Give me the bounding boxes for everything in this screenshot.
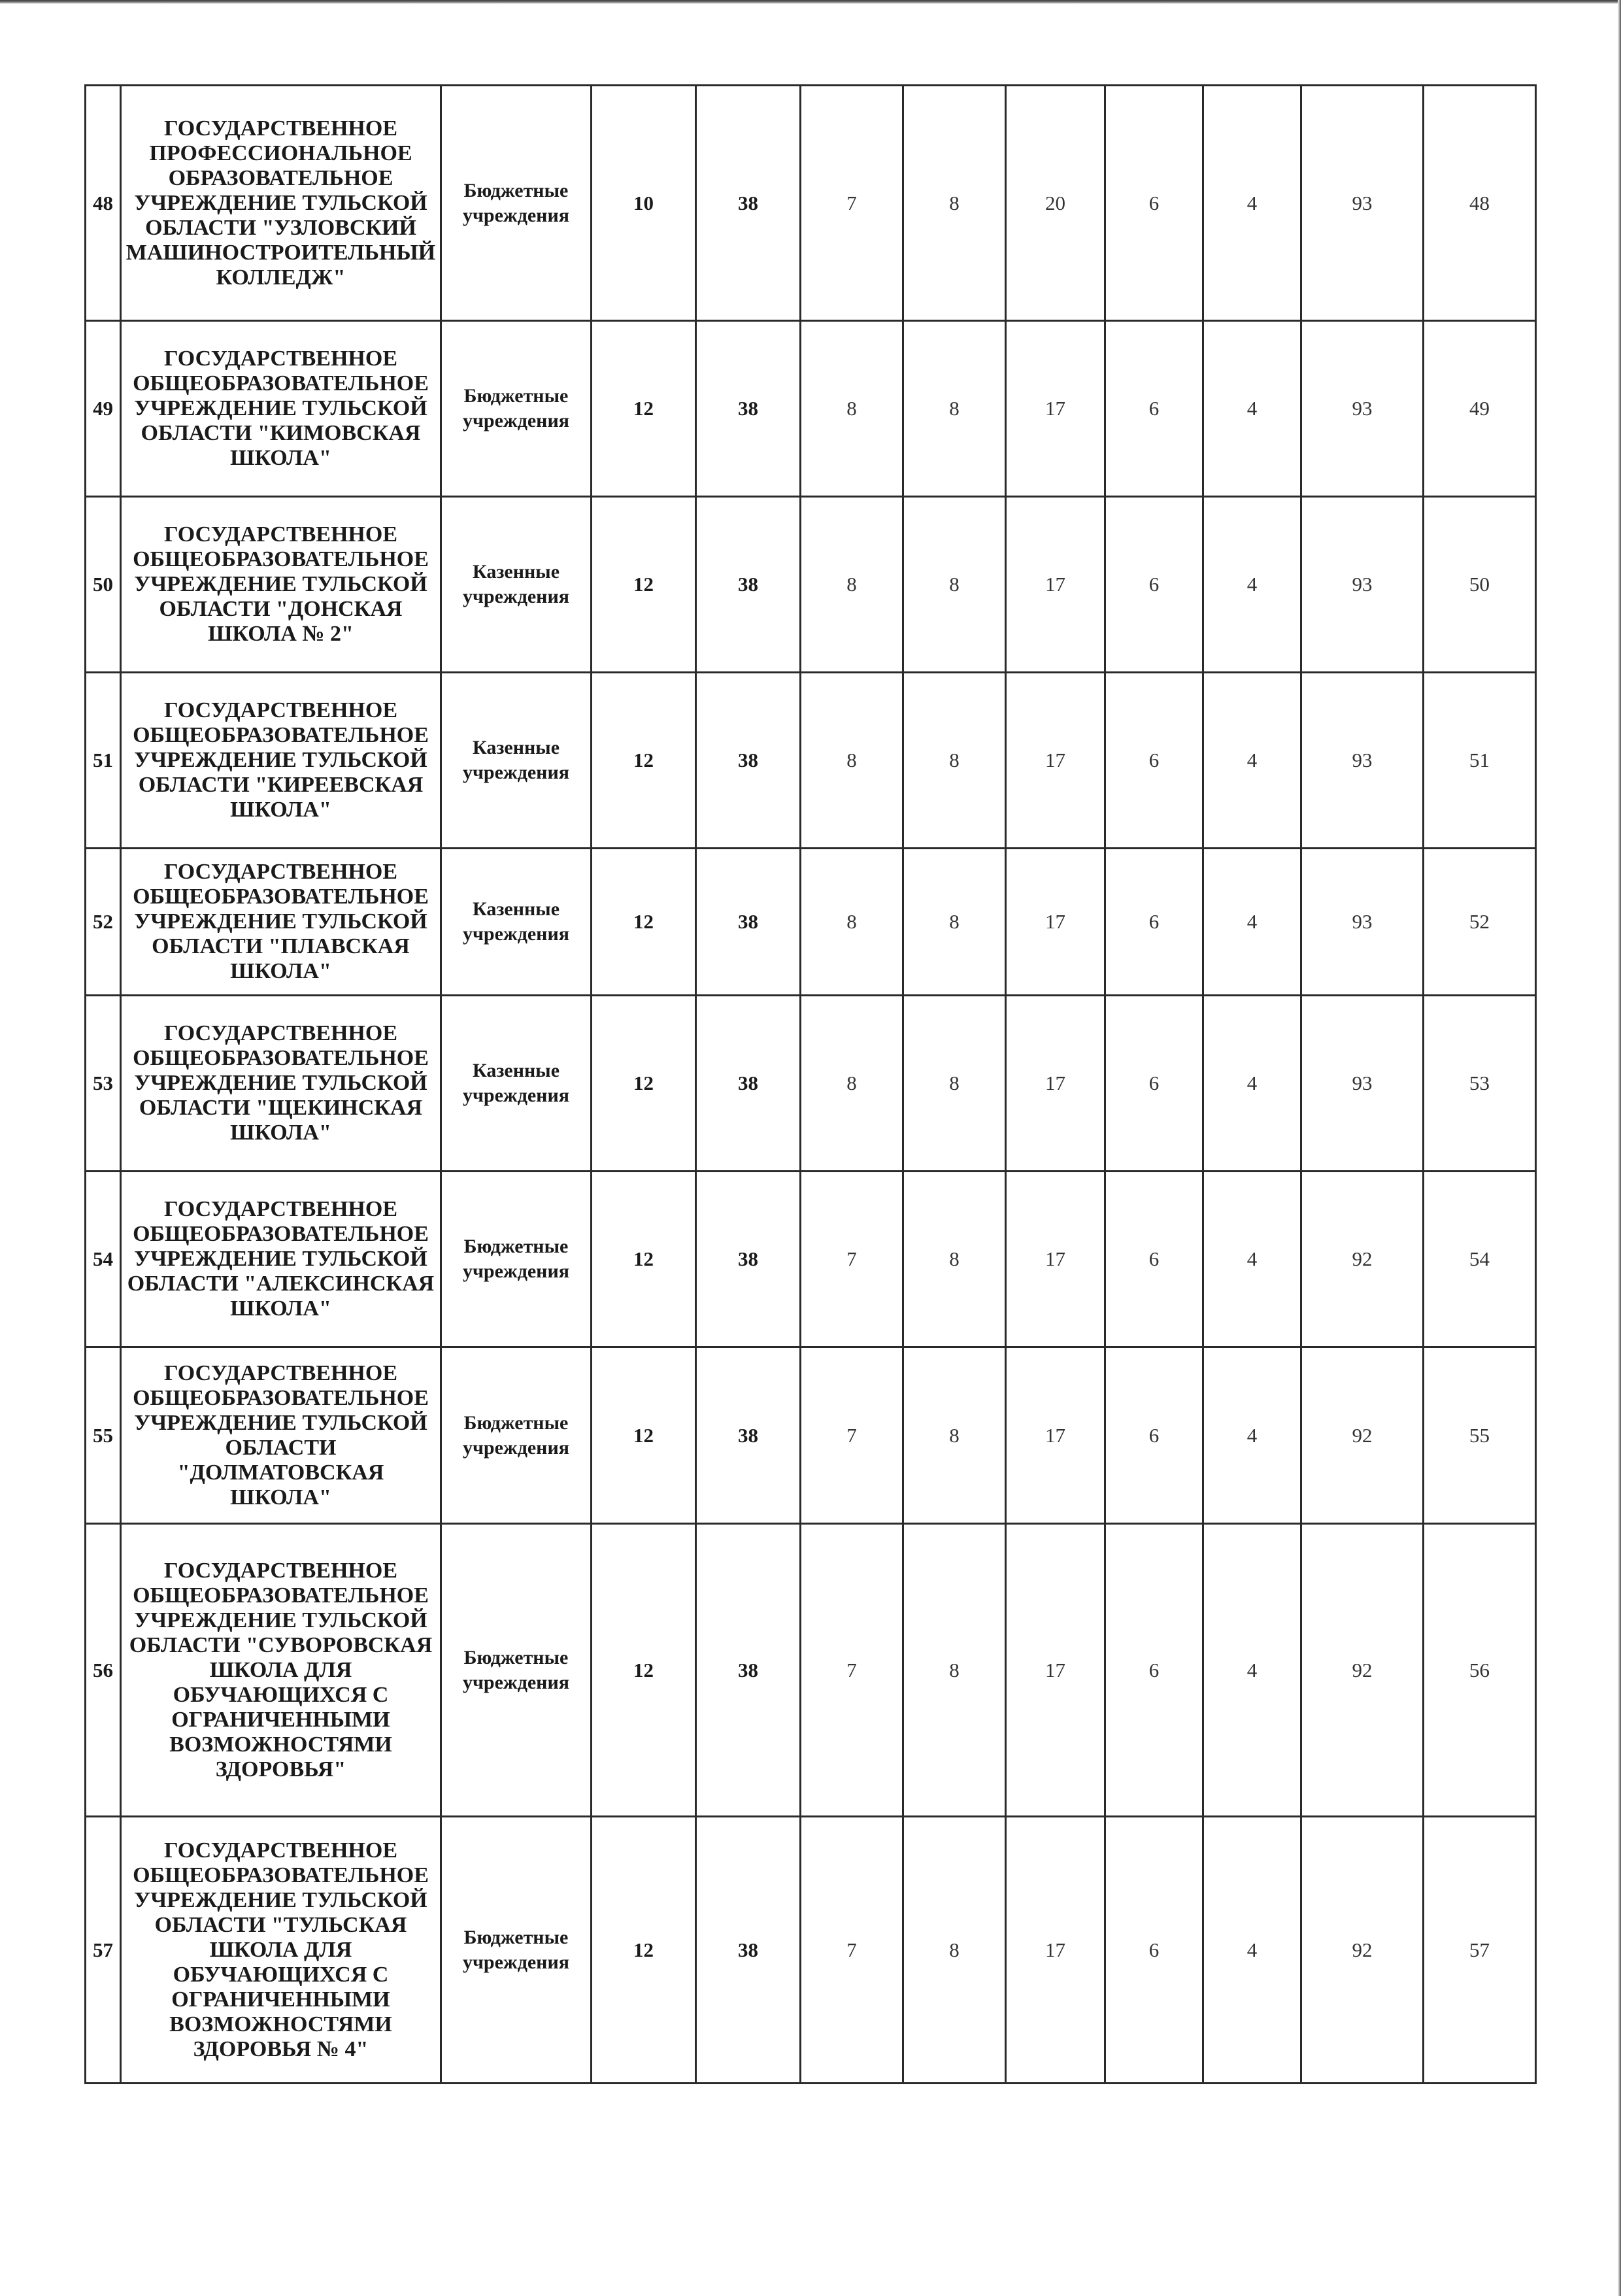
institution-type: Бюджетные учреждения (441, 321, 592, 497)
score-cell: 7 (801, 86, 903, 321)
score-cell: 6 (1105, 673, 1203, 849)
institution-name: ГОСУДАРСТВЕННОЕ ПРОФЕССИОНАЛЬНОЕ ОБРАЗОВАТЕЛЬНОЕ УЧРЕЖДЕНИЕ ТУЛЬСКОЙ ОБЛАСТИ "УЗЛОВСКИЙ МАШИНОСТРОИТЕЛЬНЫЙ КОЛЛЕДЖ" (121, 86, 441, 321)
institution-name: ГОСУДАРСТВЕННОЕ ОБЩЕОБРАЗОВАТЕЛЬНОЕ УЧРЕЖДЕНИЕ ТУЛЬСКОЙ ОБЛАСТИ "ТУЛЬСКАЯ ШКОЛА ДЛЯ ОБУЧАЮЩИХСЯ С ОГРАНИЧЕННЫМИ ВОЗМОЖНОСТЯМИ ЗДОРОВЬЯ № 4" (121, 1817, 441, 2084)
score-cell: 7 (801, 1347, 903, 1524)
score-cell: 17 (1006, 321, 1105, 497)
score-cell: 7 (801, 1172, 903, 1347)
score-cell: 17 (1006, 849, 1105, 996)
score-cell: 4 (1203, 1172, 1301, 1347)
institution-name: ГОСУДАРСТВЕННОЕ ОБЩЕОБРАЗОВАТЕЛЬНОЕ УЧРЕЖДЕНИЕ ТУЛЬСКОЙ ОБЛАСТИ "АЛЕКСИНСКАЯ ШКОЛА" (121, 1172, 441, 1347)
institution-type: Бюджетные учреждения (441, 1172, 592, 1347)
score-cell: 17 (1006, 497, 1105, 673)
score-cell: 7 (801, 1524, 903, 1817)
row-number: 49 (86, 321, 121, 497)
score-cell: 4 (1203, 849, 1301, 996)
score-cell: 17 (1006, 996, 1105, 1172)
score-cell: 92 (1301, 1524, 1424, 1817)
table-row (86, 497, 1536, 673)
score-cell: 8 (903, 1524, 1006, 1817)
score-cell: 6 (1105, 86, 1203, 321)
score-cell: 93 (1301, 849, 1424, 996)
score-cell: 8 (801, 849, 903, 996)
score-cell: 8 (903, 497, 1006, 673)
score-cell: 12 (592, 1524, 696, 1817)
rank-cell: 56 (1424, 1524, 1536, 1817)
score-cell: 8 (903, 849, 1006, 996)
institution-type: Казенные учреждения (441, 497, 592, 673)
score-cell: 12 (592, 321, 696, 497)
score-cell: 92 (1301, 1817, 1424, 2084)
row-number: 56 (86, 1524, 121, 1817)
score-cell: 8 (801, 996, 903, 1172)
rank-cell: 52 (1424, 849, 1536, 996)
score-cell: 8 (801, 321, 903, 497)
score-cell: 38 (696, 1817, 801, 2084)
institution-name: ГОСУДАРСТВЕННОЕ ОБЩЕОБРАЗОВАТЕЛЬНОЕ УЧРЕЖДЕНИЕ ТУЛЬСКОЙ ОБЛАСТИ "СУВОРОВСКАЯ ШКОЛА ДЛЯ ОБУЧАЮЩИХСЯ С ОГРАНИЧЕННЫМИ ВОЗМОЖНОСТЯМИ ЗДОРОВЬЯ" (121, 1524, 441, 1817)
rank-cell: 50 (1424, 497, 1536, 673)
scan-edge-right (1618, 0, 1621, 2296)
row-number: 55 (86, 1347, 121, 1524)
score-cell: 12 (592, 1347, 696, 1524)
row-number: 57 (86, 1817, 121, 2084)
score-cell: 4 (1203, 996, 1301, 1172)
score-cell: 38 (696, 86, 801, 321)
institution-type: Бюджетные учреждения (441, 1817, 592, 2084)
score-cell: 8 (903, 321, 1006, 497)
score-cell: 8 (903, 1817, 1006, 2084)
row-number: 53 (86, 996, 121, 1172)
row-number: 48 (86, 86, 121, 321)
row-number: 52 (86, 849, 121, 996)
row-number: 50 (86, 497, 121, 673)
institution-name: ГОСУДАРСТВЕННОЕ ОБЩЕОБРАЗОВАТЕЛЬНОЕ УЧРЕЖДЕНИЕ ТУЛЬСКОЙ ОБЛАСТИ "ДОЛМАТОВСКАЯ ШКОЛА" (121, 1347, 441, 1524)
score-cell: 12 (592, 1172, 696, 1347)
score-cell: 38 (696, 1172, 801, 1347)
score-cell: 4 (1203, 86, 1301, 321)
score-cell: 12 (592, 996, 696, 1172)
rank-cell: 57 (1424, 1817, 1536, 2084)
table-row (86, 86, 1536, 321)
row-number: 51 (86, 673, 121, 849)
score-cell: 6 (1105, 1172, 1203, 1347)
score-cell: 6 (1105, 1347, 1203, 1524)
score-cell: 4 (1203, 1524, 1301, 1817)
score-cell: 4 (1203, 1347, 1301, 1524)
rank-cell: 49 (1424, 321, 1536, 497)
score-cell: 10 (592, 86, 696, 321)
score-cell: 17 (1006, 1172, 1105, 1347)
institution-name: ГОСУДАРСТВЕННОЕ ОБЩЕОБРАЗОВАТЕЛЬНОЕ УЧРЕЖДЕНИЕ ТУЛЬСКОЙ ОБЛАСТИ "ДОНСКАЯ ШКОЛА № 2" (121, 497, 441, 673)
score-cell: 38 (696, 321, 801, 497)
institution-name: ГОСУДАРСТВЕННОЕ ОБЩЕОБРАЗОВАТЕЛЬНОЕ УЧРЕЖДЕНИЕ ТУЛЬСКОЙ ОБЛАСТИ "ЩЕКИНСКАЯ ШКОЛА" (121, 996, 441, 1172)
score-cell: 38 (696, 497, 801, 673)
institution-type: Казенные учреждения (441, 849, 592, 996)
institution-name: ГОСУДАРСТВЕННОЕ ОБЩЕОБРАЗОВАТЕЛЬНОЕ УЧРЕЖДЕНИЕ ТУЛЬСКОЙ ОБЛАСТИ "КИРЕЕВСКАЯ ШКОЛА" (121, 673, 441, 849)
score-cell: 12 (592, 673, 696, 849)
score-cell: 12 (592, 1817, 696, 2084)
score-cell: 93 (1301, 673, 1424, 849)
rank-cell: 55 (1424, 1347, 1536, 1524)
score-cell: 12 (592, 497, 696, 673)
table-row (86, 996, 1536, 1172)
table-row (86, 1172, 1536, 1347)
score-cell: 17 (1006, 673, 1105, 849)
score-cell: 7 (801, 1817, 903, 2084)
row-number: 54 (86, 1172, 121, 1347)
table-row (86, 1347, 1536, 1524)
score-cell: 93 (1301, 86, 1424, 321)
score-cell: 6 (1105, 1817, 1203, 2084)
score-cell: 6 (1105, 321, 1203, 497)
table-row (86, 673, 1536, 849)
table-row (86, 849, 1536, 996)
table-row (86, 1524, 1536, 1817)
rank-cell: 54 (1424, 1172, 1536, 1347)
score-cell: 93 (1301, 321, 1424, 497)
score-cell: 4 (1203, 1817, 1301, 2084)
score-cell: 38 (696, 673, 801, 849)
table-row (86, 321, 1536, 497)
score-cell: 6 (1105, 849, 1203, 996)
score-cell: 8 (903, 996, 1006, 1172)
score-cell: 93 (1301, 996, 1424, 1172)
rank-cell: 53 (1424, 996, 1536, 1172)
score-cell: 8 (903, 86, 1006, 321)
score-cell: 8 (903, 1172, 1006, 1347)
score-cell: 4 (1203, 497, 1301, 673)
institution-type: Бюджетные учреждения (441, 86, 592, 321)
score-cell: 8 (903, 673, 1006, 849)
institution-type: Казенные учреждения (441, 673, 592, 849)
table-row (86, 1817, 1536, 2084)
score-cell: 93 (1301, 497, 1424, 673)
score-cell: 6 (1105, 497, 1203, 673)
score-cell: 4 (1203, 321, 1301, 497)
score-cell: 17 (1006, 1347, 1105, 1524)
institution-type: Бюджетные учреждения (441, 1524, 592, 1817)
rating-table (84, 84, 1537, 2084)
score-cell: 38 (696, 849, 801, 996)
score-cell: 38 (696, 996, 801, 1172)
score-cell: 38 (696, 1347, 801, 1524)
score-cell: 12 (592, 849, 696, 996)
institution-type: Казенные учреждения (441, 996, 592, 1172)
score-cell: 17 (1006, 1817, 1105, 2084)
score-cell: 8 (801, 497, 903, 673)
institution-name: ГОСУДАРСТВЕННОЕ ОБЩЕОБРАЗОВАТЕЛЬНОЕ УЧРЕЖДЕНИЕ ТУЛЬСКОЙ ОБЛАСТИ "КИМОВСКАЯ ШКОЛА" (121, 321, 441, 497)
score-cell: 8 (903, 1347, 1006, 1524)
institution-name: ГОСУДАРСТВЕННОЕ ОБЩЕОБРАЗОВАТЕЛЬНОЕ УЧРЕЖДЕНИЕ ТУЛЬСКОЙ ОБЛАСТИ "ПЛАВСКАЯ ШКОЛА" (121, 849, 441, 996)
scan-edge-top (0, 0, 1621, 4)
score-cell: 92 (1301, 1172, 1424, 1347)
score-cell: 92 (1301, 1347, 1424, 1524)
score-cell: 8 (801, 673, 903, 849)
rank-cell: 51 (1424, 673, 1536, 849)
institution-type: Бюджетные учреждения (441, 1347, 592, 1524)
score-cell: 6 (1105, 1524, 1203, 1817)
score-cell: 4 (1203, 673, 1301, 849)
score-cell: 6 (1105, 996, 1203, 1172)
score-cell: 38 (696, 1524, 801, 1817)
table-body (86, 86, 1536, 2084)
score-cell: 17 (1006, 1524, 1105, 1817)
rank-cell: 48 (1424, 86, 1536, 321)
score-cell: 20 (1006, 86, 1105, 321)
